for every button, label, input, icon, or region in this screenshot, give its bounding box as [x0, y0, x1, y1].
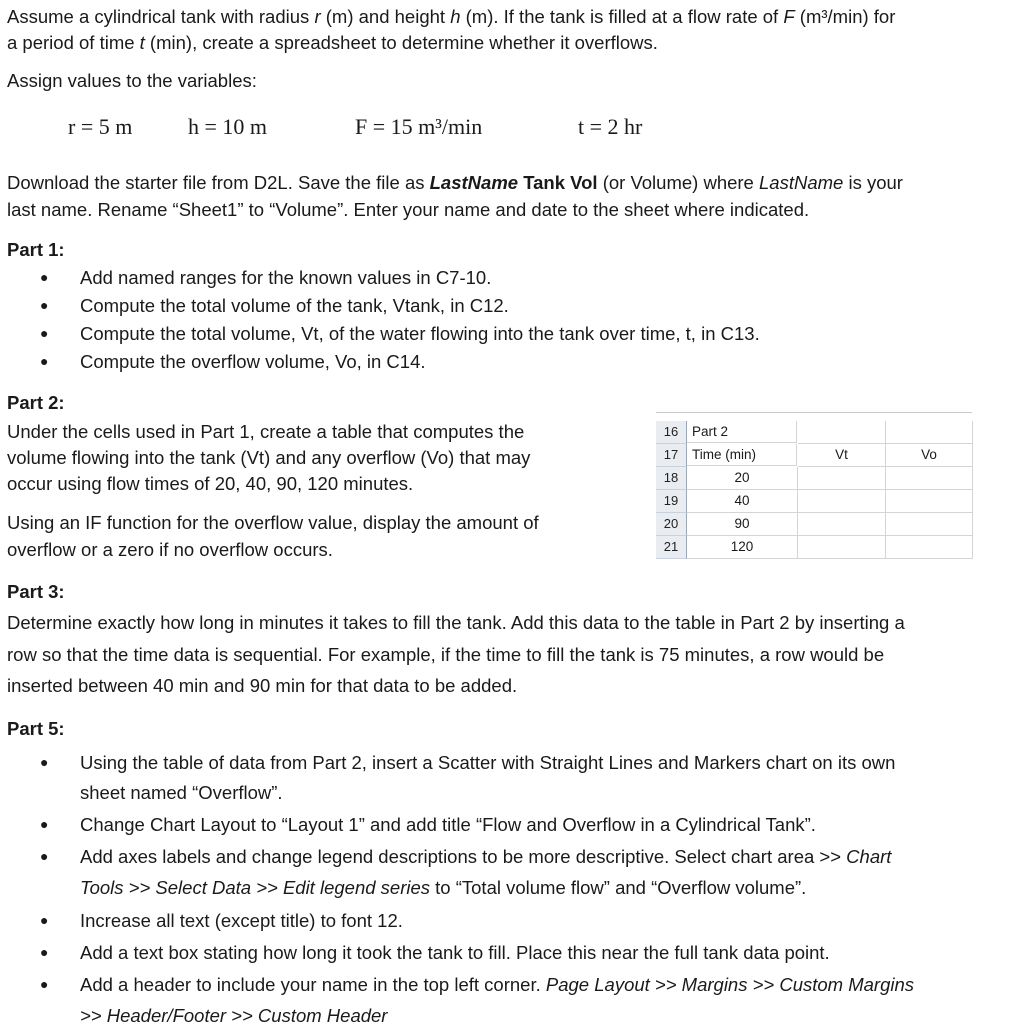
bullet-icon: ●: [40, 816, 49, 832]
row-header[interactable]: 21: [656, 536, 687, 559]
part3-heading: Part 3:: [7, 581, 65, 602]
bullet-icon: ●: [40, 912, 49, 928]
var-F: F = 15 m³/min: [355, 114, 483, 139]
cell[interactable]: [886, 536, 973, 559]
download-line-1: Download the starter file from D2L. Save the file as LastName Tank Vol (or Volume) where LastName is your: [7, 172, 903, 193]
cell[interactable]: [886, 421, 973, 444]
row-header[interactable]: 16: [656, 421, 687, 444]
cell[interactable]: Vo: [886, 444, 973, 467]
sheet-row: [656, 513, 972, 536]
cell[interactable]: [798, 467, 886, 490]
part2-text: Under the cells used in Part 1, create a table that computes the: [7, 421, 525, 442]
part5-item: Add a text box stating how long it took the tank to fill. Place this near the full tank data point.: [80, 942, 830, 963]
cell[interactable]: Part 2: [687, 421, 797, 443]
bullet-icon: ●: [40, 944, 49, 960]
var-r: r = 5 m: [68, 114, 133, 139]
spreadsheet-excerpt: [656, 412, 972, 567]
part3-text: row so that the time data is sequential. For example, if the time to fill the tank is 75 minutes, a row would be: [7, 644, 885, 665]
part5-item: Change Chart Layout to “Layout 1” and add title “Flow and Overflow in a Cylindrical Tank”.: [80, 814, 816, 835]
part5-item-cont: >> Header/Footer >> Custom Header: [80, 1005, 388, 1026]
cell[interactable]: [886, 467, 973, 490]
part3-text: inserted between 40 min and 90 min for that data to be added.: [7, 675, 518, 696]
row-header[interactable]: 17: [656, 444, 687, 467]
row-header[interactable]: 19: [656, 490, 687, 513]
part1-item: Compute the overflow volume, Vo, in C14.: [80, 351, 426, 372]
part5-heading: Part 5:: [7, 718, 65, 739]
part5-item: Using the table of data from Part 2, insert a Scatter with Straight Lines and Markers chart on its own: [80, 752, 896, 773]
bullet-icon: ●: [40, 848, 49, 864]
sheet-row: [656, 490, 972, 513]
bullet-icon: ●: [40, 297, 49, 313]
sheet-row: [656, 421, 972, 444]
part1-item: Compute the total volume of the tank, Vtank, in C12.: [80, 295, 509, 316]
row-header[interactable]: 20: [656, 513, 687, 536]
part2-heading: Part 2:: [7, 392, 65, 413]
download-line-2: last name. Rename “Sheet1” to “Volume”. Enter your name and date to the sheet where indicated.: [7, 199, 810, 220]
part5-item: Increase all text (except title) to font 12.: [80, 910, 403, 931]
assign-text: Assign values to the variables:: [7, 70, 257, 91]
sheet-row: [656, 444, 972, 467]
cell[interactable]: 90: [687, 513, 798, 536]
part3-text: Determine exactly how long in minutes it takes to fill the tank. Add this data to the table in Part 2 by inserting a: [7, 612, 905, 633]
bullet-icon: ●: [40, 325, 49, 341]
part2-text: Using an IF function for the overflow value, display the amount of: [7, 512, 539, 533]
part2-text: occur using flow times of 20, 40, 90, 120 minutes.: [7, 473, 414, 494]
part1-item: Compute the total volume, Vt, of the water flowing into the tank over time, t, in C13.: [80, 323, 760, 344]
cell[interactable]: [886, 513, 973, 536]
part1-item: Add named ranges for the known values in C7-10.: [80, 267, 492, 288]
part5-item-cont: Tools >> Select Data >> Edit legend series to “Total volume flow” and “Overflow volume”.: [80, 877, 807, 898]
var-h: h = 10 m: [188, 114, 268, 139]
cell[interactable]: [798, 421, 886, 444]
part1-heading: Part 1:: [7, 239, 65, 260]
var-t: t = 2 hr: [578, 114, 643, 139]
part2-text: overflow or a zero if no overflow occurs.: [7, 539, 333, 560]
sheet-row: [656, 467, 972, 490]
cell[interactable]: [798, 490, 886, 513]
row-header[interactable]: 18: [656, 467, 687, 490]
sheet-row: [656, 536, 972, 559]
cell[interactable]: Time (min): [687, 444, 797, 466]
cell[interactable]: [798, 513, 886, 536]
bullet-icon: ●: [40, 754, 49, 770]
part2-text: volume flowing into the tank (Vt) and any overflow (Vo) that may: [7, 447, 531, 468]
bullet-icon: ●: [40, 976, 49, 992]
cell[interactable]: 120: [687, 536, 798, 559]
bullet-icon: ●: [40, 353, 49, 369]
intro-line-2: a period of time t (min), create a spreadsheet to determine whether it overflows.: [7, 32, 658, 53]
intro-line-1: Assume a cylindrical tank with radius r (m) and height h (m). If the tank is filled at a flow rate of F (m³/min) for: [7, 6, 896, 27]
bullet-icon: ●: [40, 269, 49, 285]
cell[interactable]: [798, 536, 886, 559]
part5-item: Add axes labels and change legend descriptions to be more descriptive. Select chart area >> Chart: [80, 846, 892, 867]
part5-item-cont: sheet named “Overflow”.: [80, 782, 283, 803]
cell[interactable]: [886, 490, 973, 513]
cell[interactable]: 20: [687, 467, 798, 490]
cell[interactable]: 40: [687, 490, 798, 513]
cell[interactable]: Vt: [798, 444, 886, 467]
part5-item: Add a header to include your name in the top left corner. Page Layout >> Margins >> Custom Margins: [80, 974, 915, 995]
